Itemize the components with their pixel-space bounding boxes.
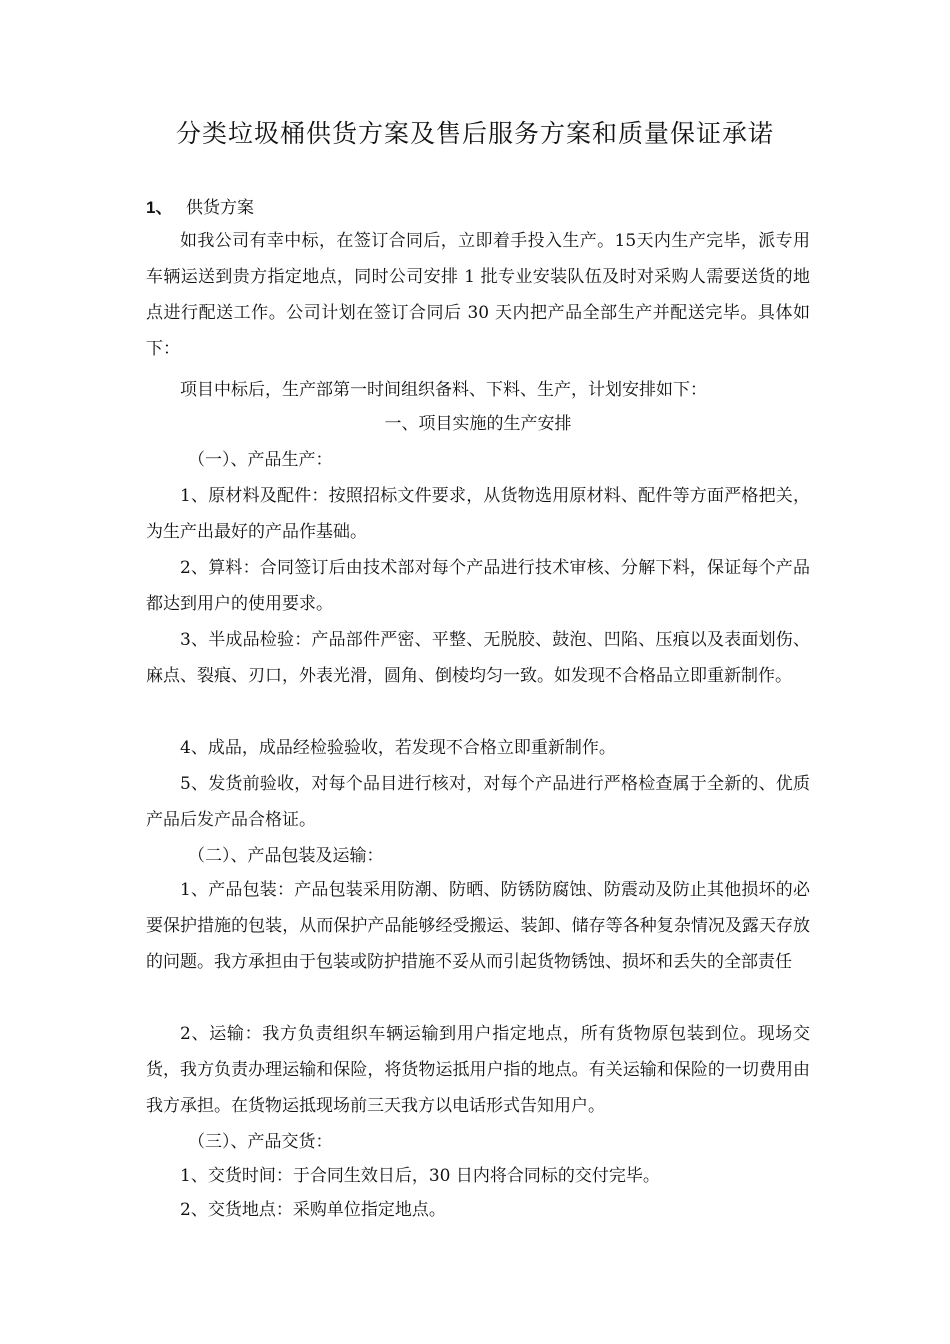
section-heading-supply xyxy=(146,195,254,221)
section-number: 1、 xyxy=(146,198,173,217)
paragraph-delivery-location: 2、交货地点：采购单位指定地点。 xyxy=(180,1200,446,1220)
subheading-packaging-transport: （二）、产品包装及运输： xyxy=(188,846,384,866)
paragraph-calculation: 2、算料：合同签订后由技术部对每个产品进行技术审核、分解下料，保证每个产品都达到用户的使用要求。 xyxy=(146,558,810,614)
paragraph-intro: 如我公司有幸中标，在签订合同后，立即着手投入生产。15天内生产完毕，派专用车辆运送到贵方指定地点，同时公司安排 1 批专业安装队伍及时对采购人需要送货的地点进行配送工作。公司计划在签订合同后 30 天内把产品全部生产并配送完毕。具体如下： xyxy=(146,231,810,359)
paragraph-plan: 项目中标后，生产部第一时间组织备料、下料、生产，计划安排如下： xyxy=(180,380,707,400)
paragraph-raw-materials: 1、原材料及配件：按照招标文件要求，从货物选用原材料、配件等方面严格把关，为生产出最好的产品作基础。 xyxy=(146,486,810,542)
paragraph-delivery-time: 1、交货时间：于合同生效日后，30 日内将合同标的交付完毕。 xyxy=(180,1166,660,1186)
paragraph-finished-product: 4、成品，成品经检验验收，若发现不合格立即重新制作。 xyxy=(180,738,616,758)
subheading-delivery: （三）、产品交货： xyxy=(188,1132,333,1152)
heading-production-arrangement: 一、项目实施的生产安排 xyxy=(384,414,572,434)
paragraph-pre-shipment-check: 5、发货前验收，对每个品目进行核对，对每个产品进行严格检查属于全新的、优质产品后发产品合格证。 xyxy=(146,774,810,830)
subheading-production: （一）、产品生产： xyxy=(188,450,333,470)
paragraph-transport: 2、运输：我方负责组织车辆运输到用户指定地点，所有货物原包装到位。现场交货，我方负责办理运输和保险，将货物运抵用户指的地点。有关运输和保险的一切费用由我方承担。在货物运抵现场前三天我方以电话形式告知用户。 xyxy=(146,1024,810,1116)
document-title: 分类垃圾桶供货方案及售后服务方案和质量保证承诺 xyxy=(175,119,774,148)
paragraph-packaging: 1、产品包装：产品包装采用防潮、防晒、防锈防腐蚀、防震动及防止其他损坏的必要保护措施的包装，从而保护产品能够经受搬运、装卸、储存等各种复杂情况及露天存放的问题。我方承担由于包装或防护措施不妥从而引起货物锈蚀、损坏和丢失的全部责任 xyxy=(146,880,810,972)
paragraph-semi-finished-inspection: 3、半成品检验：产品部件严密、平整、无脱胶、鼓泡、凹陷、压痕以及表面划伤、麻点、裂痕、刃口，外表光滑，圆角、倒棱均匀一致。如发现不合格品立即重新制作。 xyxy=(146,630,810,686)
section-label: 供货方案 xyxy=(186,198,254,218)
